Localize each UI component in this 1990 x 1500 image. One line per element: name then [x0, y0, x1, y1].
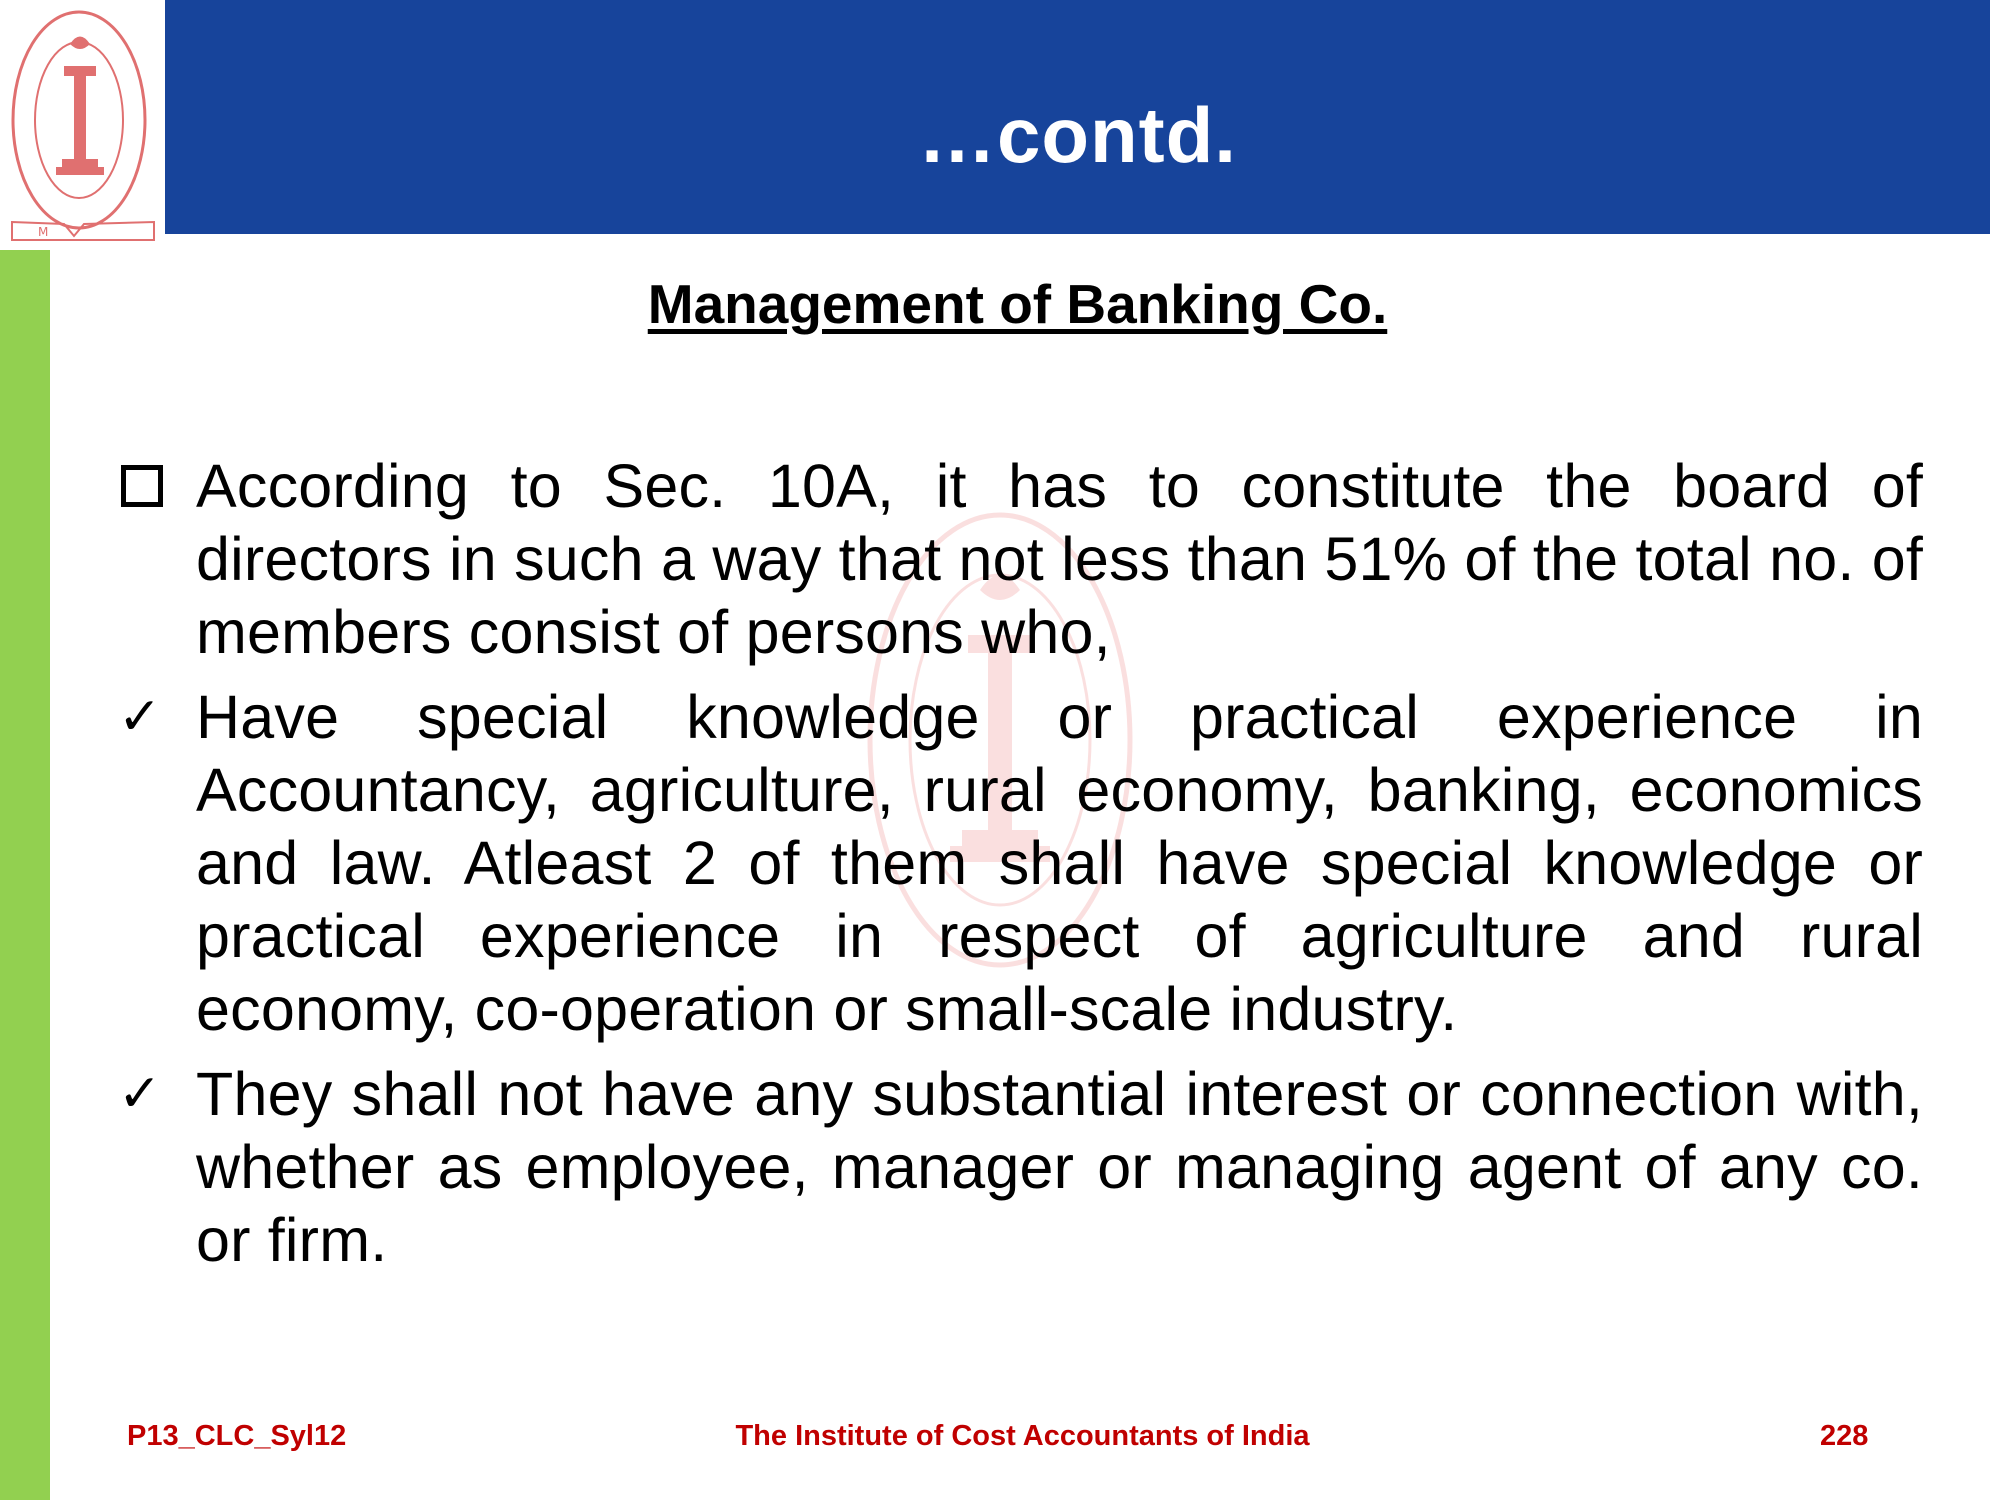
list-item [118, 1058, 1923, 1277]
list-item [118, 681, 1923, 1046]
slide-title: …contd. [918, 91, 1237, 179]
footer-institute-name: The Institute of Cost Accountants of India [735, 1420, 1310, 1452]
list-item [118, 450, 1923, 669]
checkbox-bullet-icon [118, 450, 196, 527]
slide-heading: Management of Banking Co. [647, 273, 1388, 335]
checkmark-bullet-icon: ✓ [118, 1065, 162, 1123]
side-accent-strip [0, 250, 50, 1500]
slide-body [118, 450, 1923, 1289]
list-item-text: Have special knowledge or practical experience in Accountancy, agriculture, rural economy, banking, economics and law. Atleast 2 of them shall have special knowledge or practical experience in respect of agriculture and rural economy, co-operation or small-scale industry. [196, 683, 1923, 1043]
logo-emblem-icon [4, 4, 162, 246]
list-item-text: According to Sec. 10A, it has to constitute the board of directors in such a way that not less than 51% of the total no. of members consist of persons who, [196, 452, 1923, 666]
list-item-text: They shall not have any substantial interest or connection with, whether as employee, manager or managing agent of any co. or firm. [196, 1060, 1923, 1274]
institute-logo [0, 0, 165, 250]
footer-page-number: 228 [1820, 1420, 1869, 1452]
footer-course-code: P13_CLC_Syl12 [127, 1420, 347, 1452]
checkmark-bullet-icon: ✓ [118, 688, 162, 746]
svg-text:M: M [38, 225, 49, 239]
